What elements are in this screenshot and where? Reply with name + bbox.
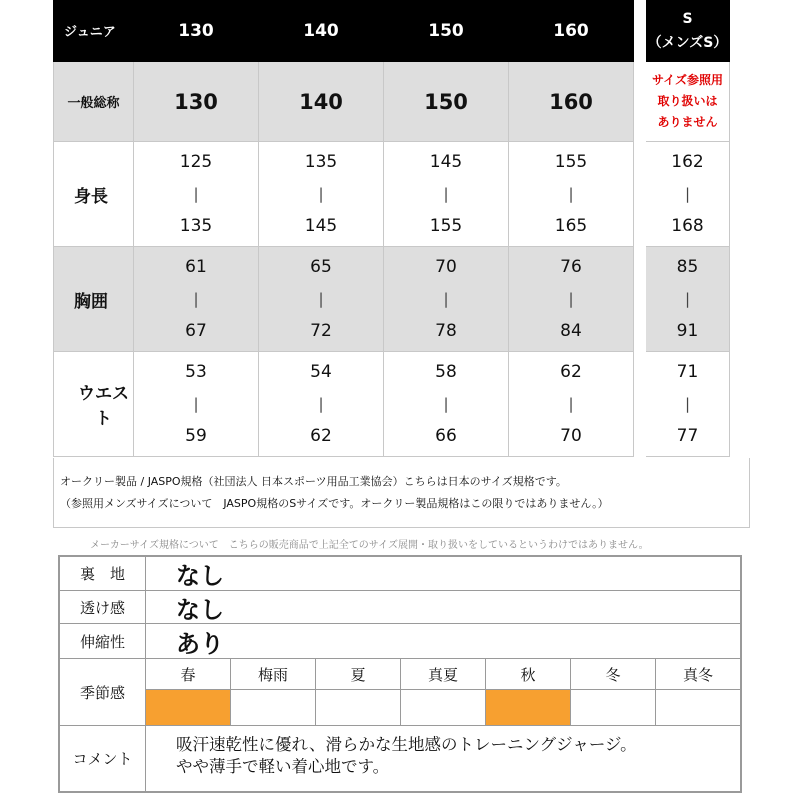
sheer-label: 透け感 bbox=[60, 591, 146, 623]
comment-line-2: やや薄手で軽い着心地です。 bbox=[176, 757, 390, 776]
chest-mens-s: 85 | 91 bbox=[646, 247, 730, 352]
general-130: 130 bbox=[134, 62, 259, 142]
season-row bbox=[60, 659, 740, 726]
waist-130: 53 | 59 bbox=[134, 352, 259, 457]
season-label: 季節感 bbox=[60, 659, 146, 725]
season-midsummer: 真夏 bbox=[401, 659, 486, 725]
size-header-150: 150 bbox=[384, 0, 509, 62]
fabric-spec-table bbox=[58, 555, 742, 793]
season-rainy: 梅雨 bbox=[231, 659, 316, 725]
chest-label: 胸囲 bbox=[53, 247, 134, 352]
note-line-2: （参照用メンズサイズについて JASPO規格のSサイズです。オークリー製品規格はこの限りではありません。） bbox=[60, 497, 609, 510]
chest-row bbox=[53, 247, 750, 352]
season-autumn: 秋 bbox=[486, 659, 571, 725]
season-indicator bbox=[656, 690, 740, 725]
comment-row bbox=[60, 726, 740, 791]
mens-s-letter: S bbox=[682, 10, 693, 27]
waist-150: 58 | 66 bbox=[384, 352, 509, 457]
season-indicator-active bbox=[146, 690, 230, 725]
stretch-row bbox=[60, 624, 740, 659]
size-header-130: 130 bbox=[134, 0, 259, 62]
general-size-row bbox=[53, 62, 750, 142]
size-header-140: 140 bbox=[259, 0, 384, 62]
season-spring: 春 bbox=[146, 659, 231, 725]
sheer-row bbox=[60, 591, 740, 624]
season-indicator bbox=[401, 690, 485, 725]
general-label: 一般総称 bbox=[53, 62, 134, 142]
reference-note-line: サイズ参照用 bbox=[651, 73, 724, 87]
column-gap bbox=[634, 247, 646, 352]
season-summer: 夏 bbox=[316, 659, 401, 725]
waist-mens-s: 71 | 77 bbox=[646, 352, 730, 457]
height-150: 145 | 155 bbox=[384, 142, 509, 247]
height-160: 155 | 165 bbox=[509, 142, 634, 247]
comment-text bbox=[146, 726, 740, 791]
mens-s-reference-note bbox=[646, 62, 730, 142]
waist-160: 62 | 70 bbox=[509, 352, 634, 457]
season-indicator bbox=[231, 690, 315, 725]
lining-row bbox=[60, 557, 740, 591]
season-indicator-active bbox=[486, 690, 570, 725]
season-indicator bbox=[316, 690, 400, 725]
reference-note-line: ありません bbox=[657, 115, 718, 129]
mens-s-caption: （メンズS） bbox=[647, 34, 728, 51]
waist-label: ウエスト bbox=[53, 352, 134, 457]
reference-note-line: 取り扱いは bbox=[657, 94, 718, 108]
waist-140: 54 | 62 bbox=[259, 352, 384, 457]
size-header-160: 160 bbox=[509, 0, 634, 62]
note-line-1: オークリー製品 / JASPO規格（社団法人 日本スポーツ用品工業協会）こちらは日本のサイズ規格です。 bbox=[60, 475, 567, 488]
sheer-value: なし bbox=[176, 595, 224, 624]
column-gap bbox=[634, 142, 646, 247]
season-indicator bbox=[571, 690, 655, 725]
general-140: 140 bbox=[259, 62, 384, 142]
chest-150: 70 | 78 bbox=[384, 247, 509, 352]
height-row bbox=[53, 142, 750, 247]
size-header-mens-s bbox=[646, 0, 730, 62]
season-winter: 冬 bbox=[571, 659, 656, 725]
height-130: 125 | 135 bbox=[134, 142, 259, 247]
waist-row bbox=[53, 352, 750, 457]
column-gap bbox=[634, 0, 646, 62]
size-chart-table bbox=[53, 0, 750, 457]
general-160: 160 bbox=[509, 62, 634, 142]
stretch-label: 伸縮性 bbox=[60, 624, 146, 658]
height-140: 135 | 145 bbox=[259, 142, 384, 247]
height-label: 身長 bbox=[53, 142, 134, 247]
chest-160: 76 | 84 bbox=[509, 247, 634, 352]
chest-130: 61 | 67 bbox=[134, 247, 259, 352]
height-mens-s: 162 | 168 bbox=[646, 142, 730, 247]
stretch-value: あり bbox=[176, 629, 224, 658]
size-standard-note bbox=[53, 458, 750, 528]
size-header-row bbox=[53, 0, 750, 62]
junior-label: ジュニア bbox=[53, 0, 134, 62]
chest-140: 65 | 72 bbox=[259, 247, 384, 352]
column-gap bbox=[634, 62, 646, 142]
season-grid bbox=[146, 659, 740, 725]
general-150: 150 bbox=[384, 62, 509, 142]
comment-line-1: 吸汗速乾性に優れ、滑らかな生地感のトレーニングジャージ。 bbox=[176, 735, 637, 754]
maker-size-note: メーカーサイズ規格について こちらの販売商品で上記全てのサイズ展開・取り扱いをしているというわけではありません。 bbox=[90, 540, 649, 551]
season-midwinter: 真冬 bbox=[656, 659, 740, 725]
column-gap bbox=[634, 352, 646, 457]
lining-label: 裏 地 bbox=[60, 557, 146, 590]
lining-value: なし bbox=[176, 562, 224, 590]
comment-label: コメント bbox=[60, 726, 146, 791]
